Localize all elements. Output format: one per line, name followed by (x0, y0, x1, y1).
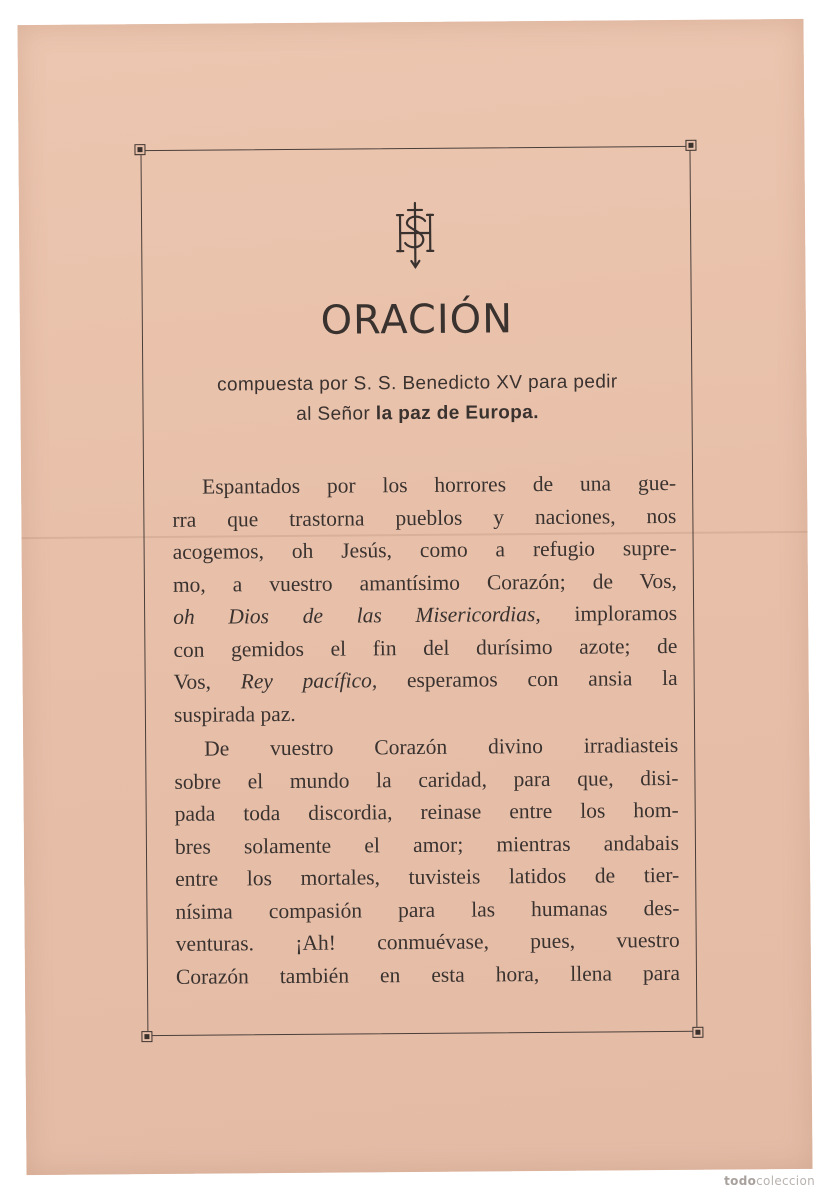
subtitle (143, 367, 691, 431)
paragraph2-line: entre los mortales, tuvisteis latidos de tier- (175, 862, 680, 891)
paragraph2-line: sobre el mundo la caridad, para que, disi- (174, 765, 679, 794)
paragraph1-line: acogemos, oh Jesús, como a refugio supre- (172, 535, 677, 564)
ornament-corner-icon (692, 1027, 703, 1038)
paragraph1-line (174, 662, 678, 698)
paragraph1-line: suspirada paz. (173, 701, 296, 727)
subtitle-plain-text: al Señor (296, 403, 376, 425)
italic-phrase: Rey pacífico, (240, 668, 378, 694)
watermark-rest: coleccion (756, 1174, 815, 1188)
line-rest: imploramos (540, 600, 678, 627)
paper-sheet (17, 19, 812, 1175)
subtitle-bold-text: la paz de Europa. (375, 402, 539, 425)
paragraph1-line: rra que trastorna pueblos y naciones, nos (172, 503, 677, 532)
ornament-corner-icon (141, 1031, 152, 1042)
paragraph1-line: con gemidos el fin del durísimo azote; de (173, 633, 678, 662)
subtitle-line-2 (143, 397, 691, 431)
subtitle-line-1: compuesta por S. S. Benedicto XV para pedir (216, 371, 618, 396)
paragraph2-line: nísima compasión para las humanas des- (175, 895, 680, 924)
border-frame (140, 146, 697, 1036)
paragraph2-line: venturas. ¡Ah! conmuévase, pues, vuestro (175, 927, 680, 956)
line-rest: esperamos con ansia la (377, 665, 678, 693)
watermark-bold: todo (724, 1174, 757, 1188)
paragraph1-line (173, 597, 677, 633)
ornament-corner-icon (134, 144, 145, 155)
paragraph1-line: mo, a vuestro amantísimo Corazón; de Vos, (172, 568, 677, 597)
line-pre: Vos, (173, 669, 241, 694)
paragraph2-line: De vuestro Corazón divino irradiasteis (204, 732, 679, 761)
paragraph2-line: Corazón también en esta hora, llena para (175, 960, 681, 989)
prayer-body (172, 467, 680, 993)
watermark (724, 1174, 815, 1188)
paragraph2-line: pada toda discordia, reinase entre los hom- (174, 797, 679, 826)
paragraph2-line: bres solamente el amor; mientras andabais (174, 830, 680, 859)
paragraph1-line: Espantados por los horrores de una gue- (202, 470, 677, 499)
page-title: ORACIÓN (320, 296, 514, 344)
italic-phrase: oh Dios de las Misericordias, (173, 602, 541, 629)
ornament-corner-icon (685, 140, 696, 151)
ihs-monogram-icon (391, 201, 440, 271)
